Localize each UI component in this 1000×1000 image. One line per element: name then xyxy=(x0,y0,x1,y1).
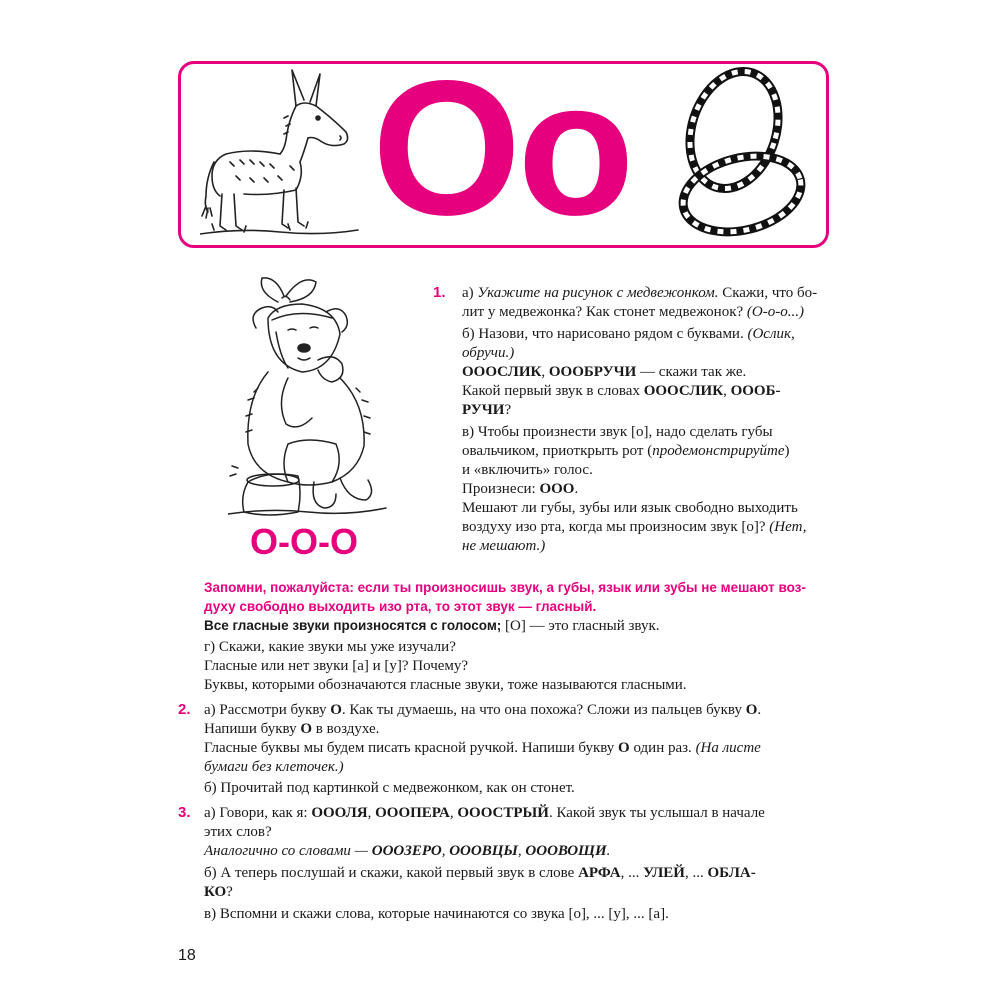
task-1-line-4: обручи.) xyxy=(462,345,515,361)
task-1-line-5: ОООСЛИК, ОООБРУЧИ — скажи так же. xyxy=(462,364,747,380)
rule-line-5: Гласные или нет звуки [а] и [у]? Почему? xyxy=(204,658,469,674)
task-1-line-10: и «включить» голос. xyxy=(462,462,593,478)
task-2-line-4: бумаги без клеточек.) xyxy=(204,759,344,775)
header-letters: Oo xyxy=(372,40,631,255)
task-1-line-13: воздуху изо рта, когда мы произносим звук [о]? (Нет, xyxy=(462,519,807,535)
task-1-line-7: РУЧИ? xyxy=(462,402,512,418)
rule-line-4: г) Скажи, какие звуки мы уже изучали? xyxy=(204,639,456,655)
task-1-line-14: не мешают.) xyxy=(462,538,546,554)
hoops-illustration xyxy=(672,66,812,241)
task-3-line-3: Аналогично со словами — ОООЗЕРО, ОООВЦЫ, ОООВОЩИ. xyxy=(204,843,611,859)
task-3-number: 3. xyxy=(178,804,191,821)
task-1-line-2: лит у медвежонка? Как стонет медвежонок? (О-о-о...) xyxy=(462,304,804,320)
task-1-line-8: в) Чтобы произнести звук [о], надо сделать губы xyxy=(462,424,773,440)
sound-label: О-О-О xyxy=(250,521,358,562)
task-1-line-6: Какой первый звук в словах ОООСЛИК, ОООБ- xyxy=(462,383,781,399)
task-2-number: 2. xyxy=(178,701,191,718)
task-1-line-1: а) Укажите на рисунок с медвежонком. Скажи, что бо- xyxy=(462,285,818,301)
rule-line-3: Все гласные звуки произносятся с голосом; [О] — это гласный звук. xyxy=(204,618,660,634)
task-2-line-1: а) Рассмотри букву О. Как ты думаешь, на что она похожа? Сложи из пальцев букву О. xyxy=(204,702,762,718)
task-3-line-2: этих слов? xyxy=(204,824,272,840)
task-1-line-11: Произнеси: ООО. xyxy=(462,481,579,497)
task-3-line-5: КО? xyxy=(204,884,233,900)
task-2-line-5: б) Прочитай под картинкой с медвежонком, как он стонет. xyxy=(204,780,575,796)
task-1-number: 1. xyxy=(433,284,446,301)
donkey-illustration xyxy=(200,66,360,241)
task-3-line-1: а) Говори, как я: ОООЛЯ, ОООПЕРА, ОООСТРЫЙ. Какой звук ты услышал в начале xyxy=(204,805,765,821)
task-3-line-6: в) Вспомни и скажи слова, которые начинаются со звука [о], ... [у], ... [а]. xyxy=(204,906,669,922)
rule-line-2: духу свободно выходить изо рта, то этот звук — гласный. xyxy=(204,599,597,614)
task-1-line-12: Мешают ли губы, зубы или язык свободно выходить xyxy=(462,500,798,516)
rule-line-1: Запомни, пожалуйста: если ты произносишь звук, а губы, язык или зубы не мешают воз- xyxy=(204,580,806,595)
task-1-line-3: б) Назови, что нарисовано рядом с буквами. (Ослик, xyxy=(462,326,795,342)
page-number: 18 xyxy=(178,947,196,964)
task-1-line-9: овальчиком, приоткрыть рот (продемонстрируйте) xyxy=(462,443,790,459)
task-2-line-2: Напиши букву О в воздухе. xyxy=(204,721,380,737)
rule-line-6: Буквы, которыми обозначаются гласные звуки, тоже называются гласными. xyxy=(204,677,687,693)
bear-illustration xyxy=(228,268,388,518)
task-2-line-3: Гласные буквы мы будем писать красной ручкой. Напиши букву О один раз. (На листе xyxy=(204,740,761,756)
task-3-line-4: б) А теперь послушай и скажи, какой первый звук в слове АРФА, ... УЛЕЙ, ... ОБЛА- xyxy=(204,865,756,881)
